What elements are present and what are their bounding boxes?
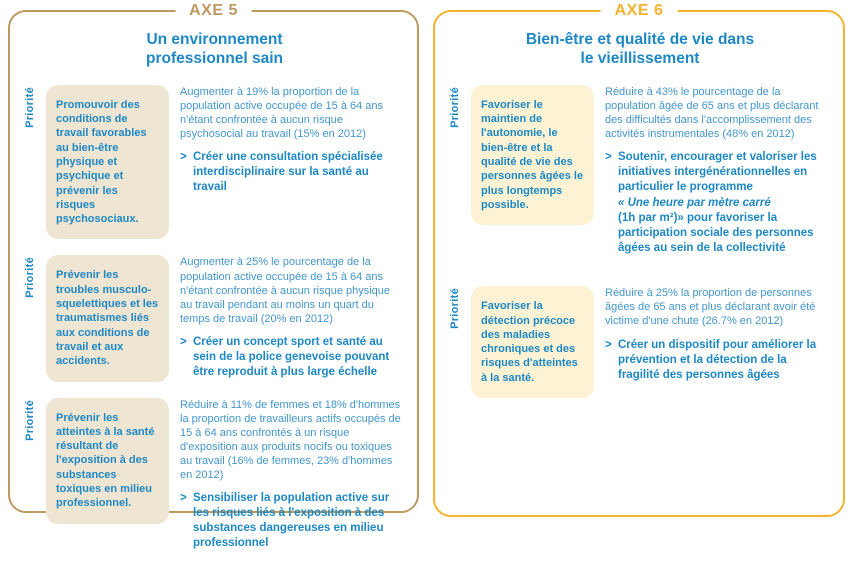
- action-text: Créer une consultation spécialisée interdisciplinaire sur la santé au travail: [193, 151, 383, 194]
- axe5-content: [10, 12, 417, 578]
- priority-vertical-label: Priorité: [449, 288, 461, 330]
- objective-text: Réduire à 43% le pourcentage de la population âgée de 65 ans et plus déclarant des difficultés dans l'accomplissement des activités instrumentales (48% en 2012): [605, 85, 819, 140]
- axe6-title: Bien-être et qualité de vie dans le vieillissement: [525, 31, 755, 68]
- axe5-title: Un environnement professionnel sain: [146, 31, 283, 68]
- priority-box: Promouvoir des conditions de travail favorables au bien-être physique et psychique et prévenir les risques psychosociaux.: [46, 85, 169, 240]
- priority-row: [24, 85, 405, 240]
- action-item: [180, 491, 405, 552]
- objective-text: Augmenter à 19% la proportion de la population active occupée de 15 à 64 ans n'étant confrontée à aucun risque psychosocial au travail (15% en 2012): [180, 85, 384, 140]
- action-marker: >: [605, 151, 612, 164]
- priority-box: Prévenir les atteintes à la santé résultant de l'exposition à des substances toxiques en milieu professionnel.: [46, 398, 169, 524]
- priority-detail: [594, 286, 831, 383]
- action-item: [180, 150, 405, 196]
- priority-detail: [169, 398, 405, 552]
- priority-vertical-label: Priorité: [449, 86, 461, 128]
- axe6-panel: [433, 2, 845, 517]
- priority-box: Favoriser la détection précoce des maladies chroniques et des risques d'atteintes à la santé.: [471, 286, 594, 398]
- action-text: Créer un concept sport et santé au sein de la police genevoise pouvant être reproduit à plus large échelle: [193, 335, 390, 379]
- objective-text: Réduire à 11% de femmes et 18% d'hommes la proportion de travailleurs actifs occupés de 15 à 64 ans confrontés à un risque d'exposition aux produits nocifs ou toxiques au travail (16% de femmes, 23% d'hommes en 2012): [180, 398, 401, 481]
- action-program-name: « Une heure par mètre carré: [618, 196, 771, 209]
- objective-text: Réduire à 25% la proportion de personnes âgées de 65 ans et plus déclarant avoir été victime d'une chute (26.7% en 2012): [605, 287, 816, 328]
- axe5-panel: [8, 2, 419, 550]
- priority-vertical-label: Priorité: [24, 86, 36, 128]
- action-marker: >: [180, 491, 187, 504]
- axe6-badge: AXE 6: [601, 0, 678, 22]
- action-marker: >: [180, 335, 187, 348]
- priority-detail: [169, 255, 405, 380]
- priority-row: [449, 85, 831, 257]
- action-marker: >: [180, 151, 187, 164]
- axe5-badge: AXE 5: [175, 0, 252, 22]
- priority-row: [449, 286, 831, 398]
- objective-text: Augmenter à 25% le pourcentage de la population active occupée de 15 à 64 ans n'étant confrontée à aucun risque physique au travail pendant au moins un quart du temps de travail (20% en 2012): [180, 256, 391, 325]
- action-marker: >: [605, 338, 612, 351]
- priority-vertical-label: Priorité: [24, 257, 36, 299]
- priority-detail: [594, 85, 831, 257]
- priority-vertical-label: Priorité: [24, 399, 36, 441]
- priority-row: [24, 398, 405, 552]
- action-item: [605, 150, 831, 256]
- priority-box: Favoriser le maintien de l'autonomie, le bien-être et la qualité de vie des personnes âgées le plus longtemps possible.: [471, 85, 594, 225]
- action-item: [180, 335, 405, 381]
- action-text: Sensibiliser la population active sur les risques liés à l'exposition à des substances dangereuses en milieu professionnel: [193, 491, 390, 550]
- axe6-content: [435, 12, 843, 438]
- action-text: Créer un dispositif pour améliorer la prévention et la détection de la fragilité des personnes âgées: [618, 338, 817, 381]
- priority-detail: [169, 85, 405, 196]
- action-text: Soutenir, encourager et valoriser les initiatives intergénérationnelles en particulier le programme « Une heure par mètre carré (1h par m²)» pour favoriser la participation sociale des personnes âgées au sein de la collectivité: [618, 150, 831, 256]
- priority-box: Prévenir les troubles musculo-squelettiques et les traumatismes liés aux conditions de travail et aux accidents.: [46, 255, 169, 381]
- action-item: [605, 338, 831, 384]
- priority-row: [24, 255, 405, 381]
